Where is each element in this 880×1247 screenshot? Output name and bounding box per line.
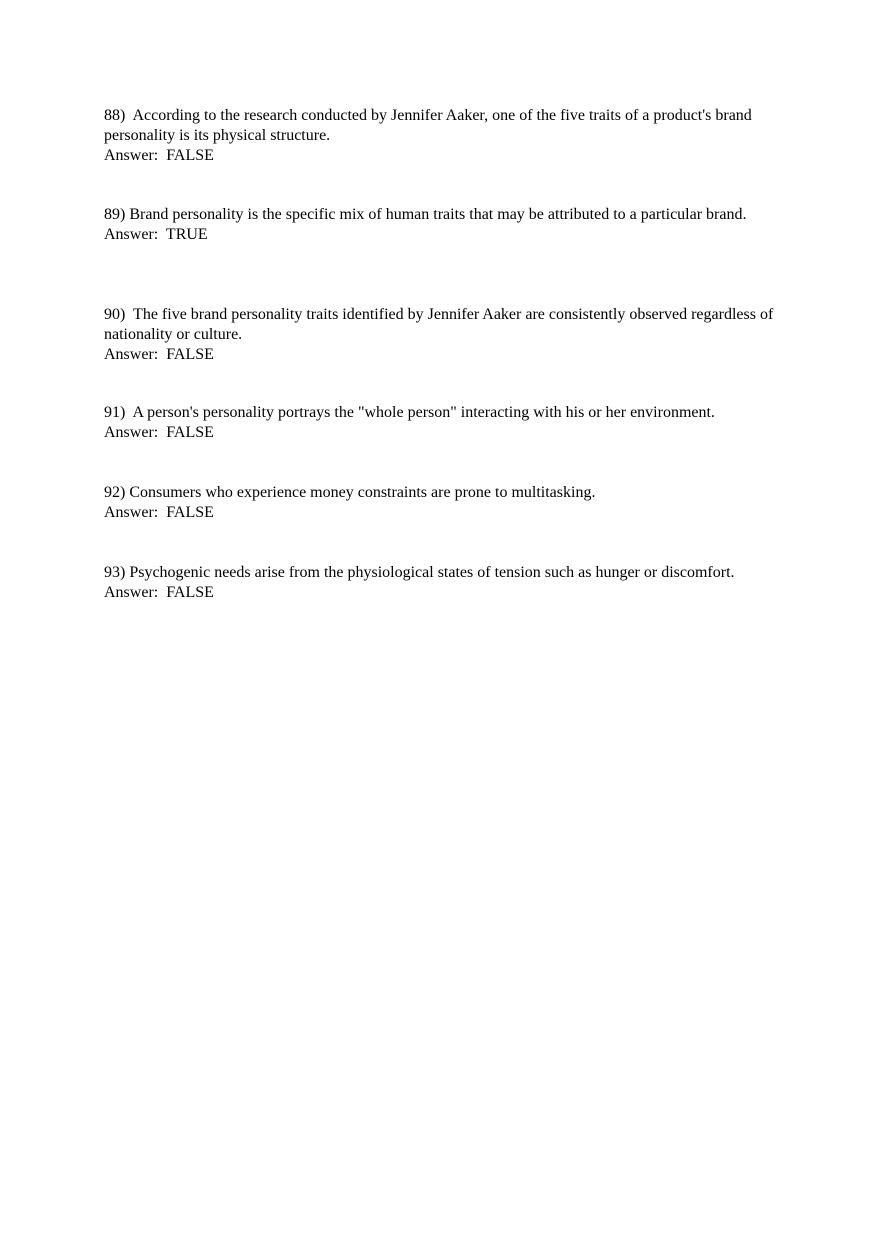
question-answer: Answer: TRUE xyxy=(104,226,208,243)
question-item xyxy=(104,305,784,365)
question-item xyxy=(104,205,784,245)
question-item xyxy=(104,106,784,166)
question-answer: Answer: FALSE xyxy=(104,346,214,363)
question-answer: Answer: FALSE xyxy=(104,504,214,521)
question-item xyxy=(104,563,784,603)
question-item xyxy=(104,483,784,523)
question-stem: 91) A person's personality portrays the "whole person" interacting with his or her environment. xyxy=(104,404,715,421)
question-answer: Answer: FALSE xyxy=(104,147,214,164)
question-stem: 92) Consumers who experience money constraints are prone to multitasking. xyxy=(104,484,596,501)
question-stem: 93) Psychogenic needs arise from the physiological states of tension such as hunger or discomfort. xyxy=(104,564,735,581)
question-stem: 89) Brand personality is the specific mix of human traits that may be attributed to a particular brand. xyxy=(104,206,747,223)
question-answer: Answer: FALSE xyxy=(104,424,214,441)
question-stem: 88) According to the research conducted by Jennifer Aaker, one of the five traits of a product's brand personality is its physical structure. xyxy=(104,107,756,144)
question-item xyxy=(104,403,784,443)
question-stem: 90) The five brand personality traits identified by Jennifer Aaker are consistently observed regardless of nationality or culture. xyxy=(104,306,778,343)
question-answer: Answer: FALSE xyxy=(104,584,214,601)
